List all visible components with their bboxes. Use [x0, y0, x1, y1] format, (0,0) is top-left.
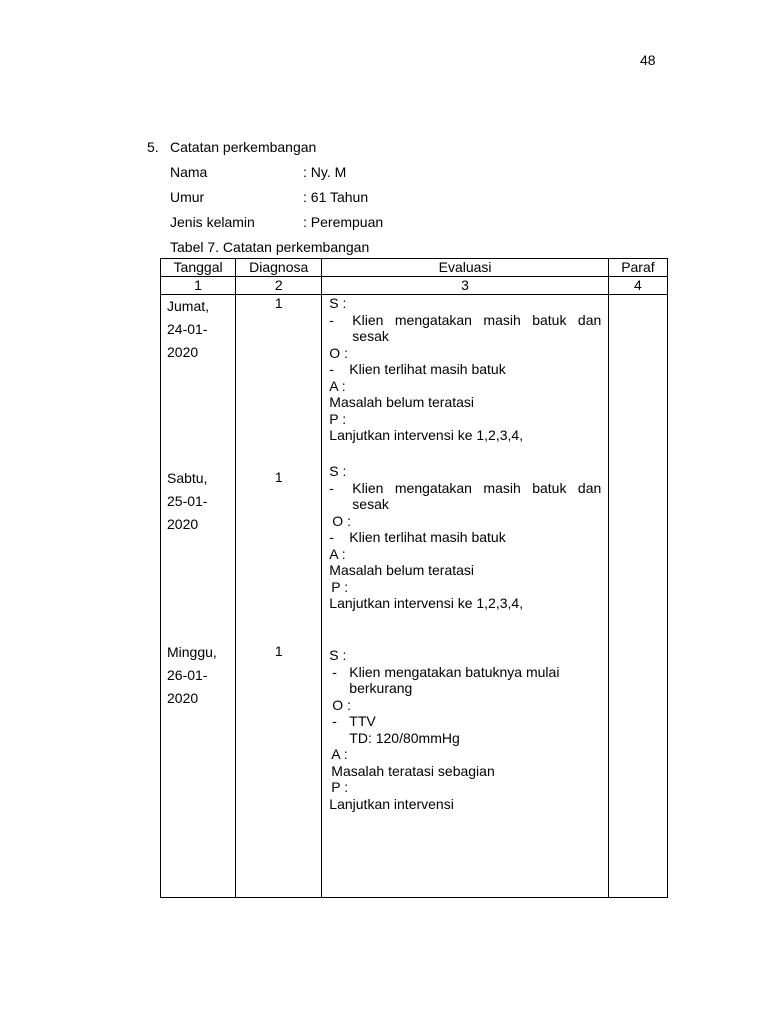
evaluasi-entry: [329, 463, 601, 612]
soap-o-text: TTV: [349, 713, 376, 729]
soap-p-text: Lanjutkan intervensi ke 1,2,3,4,: [329, 595, 524, 611]
soap-s-label: S :: [329, 647, 347, 663]
soap-o-text: Klien terlihat masih batuk: [349, 529, 506, 545]
page-number: 48: [640, 52, 656, 68]
soap-o-label: O :: [329, 344, 348, 361]
col-number: 3: [322, 277, 609, 295]
column-number-row: [161, 277, 668, 295]
col-number: 1: [161, 277, 236, 295]
info-value: : 61 Tahun: [303, 189, 369, 205]
evaluasi-cell: [322, 295, 609, 898]
soap-item: [329, 312, 601, 345]
soap-s-label: S :: [329, 463, 347, 479]
bullet-dash: -: [329, 361, 334, 377]
soap-item: [329, 664, 601, 681]
evaluasi-entry: [329, 647, 601, 812]
info-label: Nama: [170, 164, 208, 180]
date-day: Jumat,: [167, 298, 210, 314]
date-day: Sabtu,: [167, 470, 208, 486]
section-title: Catatan perkembangan: [170, 139, 317, 155]
soap-p-text: Lanjutkan intervensi ke 1,2,3,4,: [329, 427, 524, 443]
soap-item: [329, 480, 601, 513]
soap-a-text: Masalah belum teratasi: [329, 394, 475, 410]
soap-p-label: P :: [329, 410, 347, 427]
info-label: Jenis kelamin: [170, 214, 255, 230]
bullet-dash: -: [332, 663, 337, 680]
bullet-dash: -: [332, 713, 337, 729]
soap-o-text: TD: 120/80mmHg: [349, 729, 460, 746]
soap-item: [329, 713, 601, 730]
evaluasi-entry: [329, 295, 601, 444]
info-value: : Perempuan: [303, 214, 384, 230]
bullet-dash: -: [329, 311, 334, 328]
date-entry: [167, 295, 209, 364]
soap-o-label: O :: [332, 696, 351, 713]
info-value: : Ny. M: [303, 164, 347, 180]
soap-a-label: A :: [329, 377, 346, 394]
header-diagnosa: Diagnosa: [236, 259, 322, 277]
col-number: 2: [236, 277, 322, 295]
soap-s-label: S :: [329, 295, 347, 311]
soap-s-text: Klien mengatakan masih batuk dan sesak: [352, 479, 602, 512]
diagnosa-cell: [236, 295, 322, 898]
section-heading: [147, 137, 383, 157]
col-number: 4: [608, 277, 667, 295]
section-number: 5.: [147, 139, 159, 155]
date-daymonth: 24-01-: [167, 321, 208, 337]
soap-item: [329, 361, 601, 378]
info-row-nama: [170, 162, 383, 182]
diagnosa-value: 1: [274, 643, 283, 659]
date-daymonth: 25-01-: [167, 493, 208, 509]
info-row-umur: [170, 187, 383, 207]
date-year: 2020: [167, 516, 199, 532]
soap-s-text: berkurang: [349, 680, 413, 696]
table-caption: Tabel 7. Catatan perkembangan: [170, 239, 370, 255]
soap-p-label: P :: [331, 779, 349, 795]
soap-a-label: A :: [329, 545, 346, 562]
soap-item: [329, 529, 601, 546]
header-row: [161, 259, 668, 277]
date-day: Minggu,: [167, 644, 217, 660]
header-paraf: Paraf: [608, 259, 667, 277]
soap-o-label: O :: [332, 512, 351, 529]
soap-a-text: Masalah belum teratasi: [329, 562, 475, 578]
date-year: 2020: [167, 344, 199, 360]
table-body-row: [161, 295, 668, 898]
soap-a-label: A :: [331, 746, 348, 762]
bullet-dash: -: [329, 479, 334, 496]
soap-o-text: Klien terlihat masih batuk: [349, 361, 506, 377]
date-entry: [167, 467, 207, 536]
soap-p-text: Lanjutkan intervensi: [329, 795, 454, 812]
soap-s-text: Klien mengatakan masih batuk dan sesak: [352, 311, 602, 344]
date-year: 2020: [167, 690, 199, 706]
soap-a-text: Masalah teratasi sebagian: [331, 762, 495, 779]
header-evaluasi: Evaluasi: [322, 259, 609, 277]
tanggal-cell: [161, 295, 236, 898]
date-entry: [167, 641, 217, 710]
diagnosa-value: 1: [274, 295, 283, 311]
progress-table: [160, 258, 668, 898]
date-daymonth: 26-01-: [167, 667, 208, 683]
bullet-dash: -: [329, 529, 334, 545]
soap-p-label: P :: [331, 578, 349, 595]
paraf-cell: [608, 295, 667, 898]
info-label: Umur: [170, 189, 205, 205]
section: [147, 137, 383, 232]
header-tanggal: Tanggal: [161, 259, 236, 277]
soap-s-text: Klien mengatakan batuknya mulai: [349, 663, 560, 680]
info-row-jenis-kelamin: [170, 212, 383, 232]
diagnosa-value: 1: [274, 469, 283, 485]
